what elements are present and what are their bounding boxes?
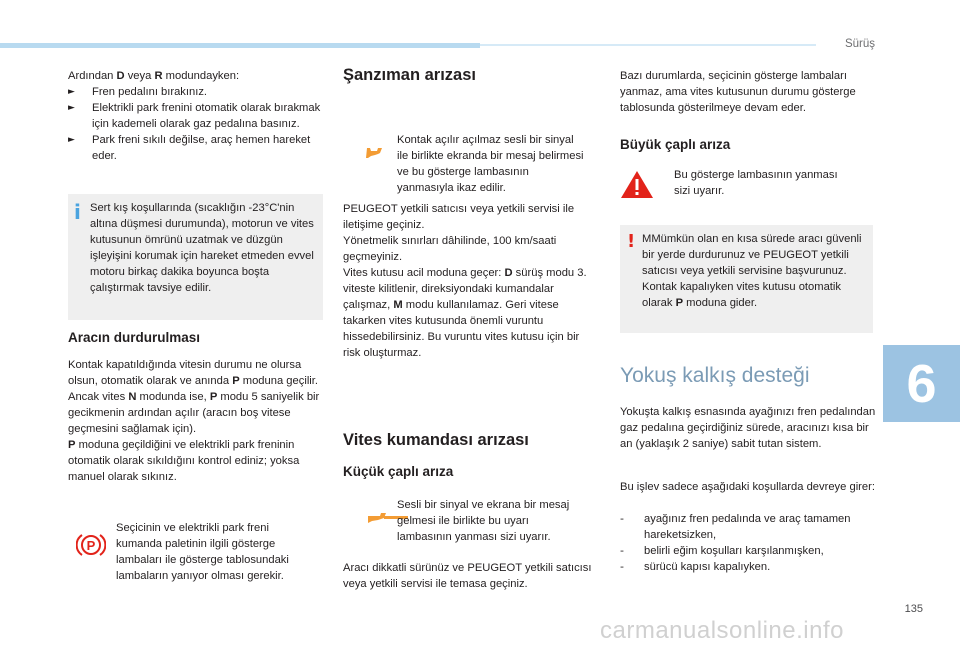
start-bullets: [68, 84, 323, 164]
list-item: - belirli eğim koşulları karşılanmışken,: [620, 544, 824, 557]
list-item: - sürücü kapısı kapalıyken.: [620, 560, 771, 573]
bullet-item: ► Park freni sıkılı değilse, araç hemen hareket eder.: [68, 134, 311, 162]
warning-text: Bu gösterge lambasının yanması sizi uyarır.: [674, 169, 838, 197]
stop-heading: Aracın durdurulması: [68, 330, 201, 345]
hill-start-heading: Yokuş kalkış desteği: [620, 364, 810, 387]
major-fault-note: [620, 225, 873, 333]
arrow-bullet-icon: ►: [68, 103, 75, 113]
hill-start-list: [620, 511, 878, 575]
hill-start-text: Yokuşta kalkış esnasında ayağınızı fren pedalından gaz pedalına geçirdiğiniz sürede, aracınızı kısa bir an (yaklaşık 2 saniye) sabit tutan sistem.: [620, 406, 876, 450]
wrench-text-1: Kontak açılır açılmaz sesli bir sinyal ile birlikte ekranda bir mesaj belirmesi ve bu gösterge lambasının yanmasıyla ikaz edilir.: [397, 134, 584, 194]
warning-triangle-icon: [620, 170, 654, 199]
list-item: - ayağınız fren pedalında ve araç tamamen hareketsizken,: [620, 512, 851, 541]
gearbox-text: PEUGEOT yetkili satıcısı veya yetkili servisi ile iletişime geçiniz. Yönetmelik sınırları dâhilinde, 100 km/saati geçmeyiniz. Vites kutusu acil moduna geçer: D sürüş modu 3. viteste kilitlenir, direksiyondaki kumandalar çalışmaz, M modu kullanılamaz. Geri vitese takarken vites kutusunda önemli vuruntu hissedebilirsiniz. Bu vuruntu vites kutusu için bir risk oluşturmaz.: [343, 203, 587, 359]
park-text: Seçicinin ve elektrikli park freni kumanda paletinin ilgili gösterge lambaları ile gösterge tablosundaki lambaların yanıyor olması gerekir.: [116, 522, 289, 582]
gear-control-heading: Vites kumandası arızası: [343, 431, 529, 449]
indicator-text: Bazı durumlarda, seçicinin gösterge lambaları yanmaz, ama vites kutusunun durumu gösterge tablosunda gösterilmeye devam eder.: [620, 70, 856, 114]
wrench-icon: [366, 146, 383, 160]
arrow-bullet-icon: ►: [68, 135, 75, 145]
major-fault-note-text: MMümkün olan en kısa sürede aracı güvenli bir yerde durdurunuz ve PEUGEOT yetkili satıcısı veya yetkili servisine başvurunuz. Kontak kapalıyken vites kutusu otomatik olarak P moduna gider.: [642, 233, 862, 309]
header-rule: [480, 44, 816, 46]
intro-line: Ardından D veya R modundayken:: [68, 70, 240, 82]
major-fault-heading: Büyük çaplı arıza: [620, 137, 731, 152]
info-icon: i: [74, 200, 81, 224]
page-number: 135: [904, 603, 923, 615]
section-title: Sürüş: [844, 38, 875, 50]
park-brake-icon: [76, 532, 106, 558]
minor-fault-text: Aracı dikkatli sürünüz ve PEUGEOT yetkili satıcısı veya yetkili servisi ile temasa geçiniz.: [343, 562, 592, 590]
stop-text: Kontak kapatıldığında vitesin durumu ne olursa olsun, otomatik olarak ve anında P moduna geçilir. Ancak vites N modunda ise, P modu 5 saniyelik bir gecikmenin ardından açılır (aracın boş vitese geçmesini sağlamak için). P moduna geçildiğini ve elektrikli park freninin otomatik olarak sıkıldığını kontrol ediniz; yoksa manuel olarak sıkınız.: [68, 359, 320, 483]
svg-text:P: P: [86, 538, 96, 553]
minor-fault-heading: Küçük çaplı arıza: [343, 464, 454, 479]
cold-weather-note: [68, 194, 323, 320]
watermark: carmanualsonline.info: [600, 617, 844, 644]
exclamation-icon: !: [627, 231, 636, 252]
bullet-item: ► Fren pedalını bırakınız.: [68, 86, 208, 98]
hill-start-conditions: Bu işlev sadece aşağıdaki koşullarda devreye girer:: [620, 481, 875, 493]
wrench-text-2: Sesli bir sinyal ve ekrana bir mesaj gelmesi ile birlikte bu uyarı lambasının yanması sizi uyarır.: [397, 499, 570, 543]
bullet-item: ► Elektrikli park frenini otomatik olarak bırakmak için kademeli olarak gaz pedalına basınız.: [68, 102, 321, 130]
note-text: Sert kış koşullarında (sıcaklığın -23°C'nin altına düşmesi durumunda), motorun ve vites kutusunun ömrünü uzatmak ve düzgün işleyişini korumak için hareket etmeden evvel motoru birkaç dakika boyunca boşta çalıştırmak tavsiye edilir.: [90, 202, 314, 294]
header-bar: [0, 43, 480, 48]
chapter-tab: 6: [883, 345, 960, 422]
arrow-bullet-icon: ►: [68, 87, 75, 97]
gearbox-fault-heading: Şanzıman arızası: [343, 66, 476, 84]
